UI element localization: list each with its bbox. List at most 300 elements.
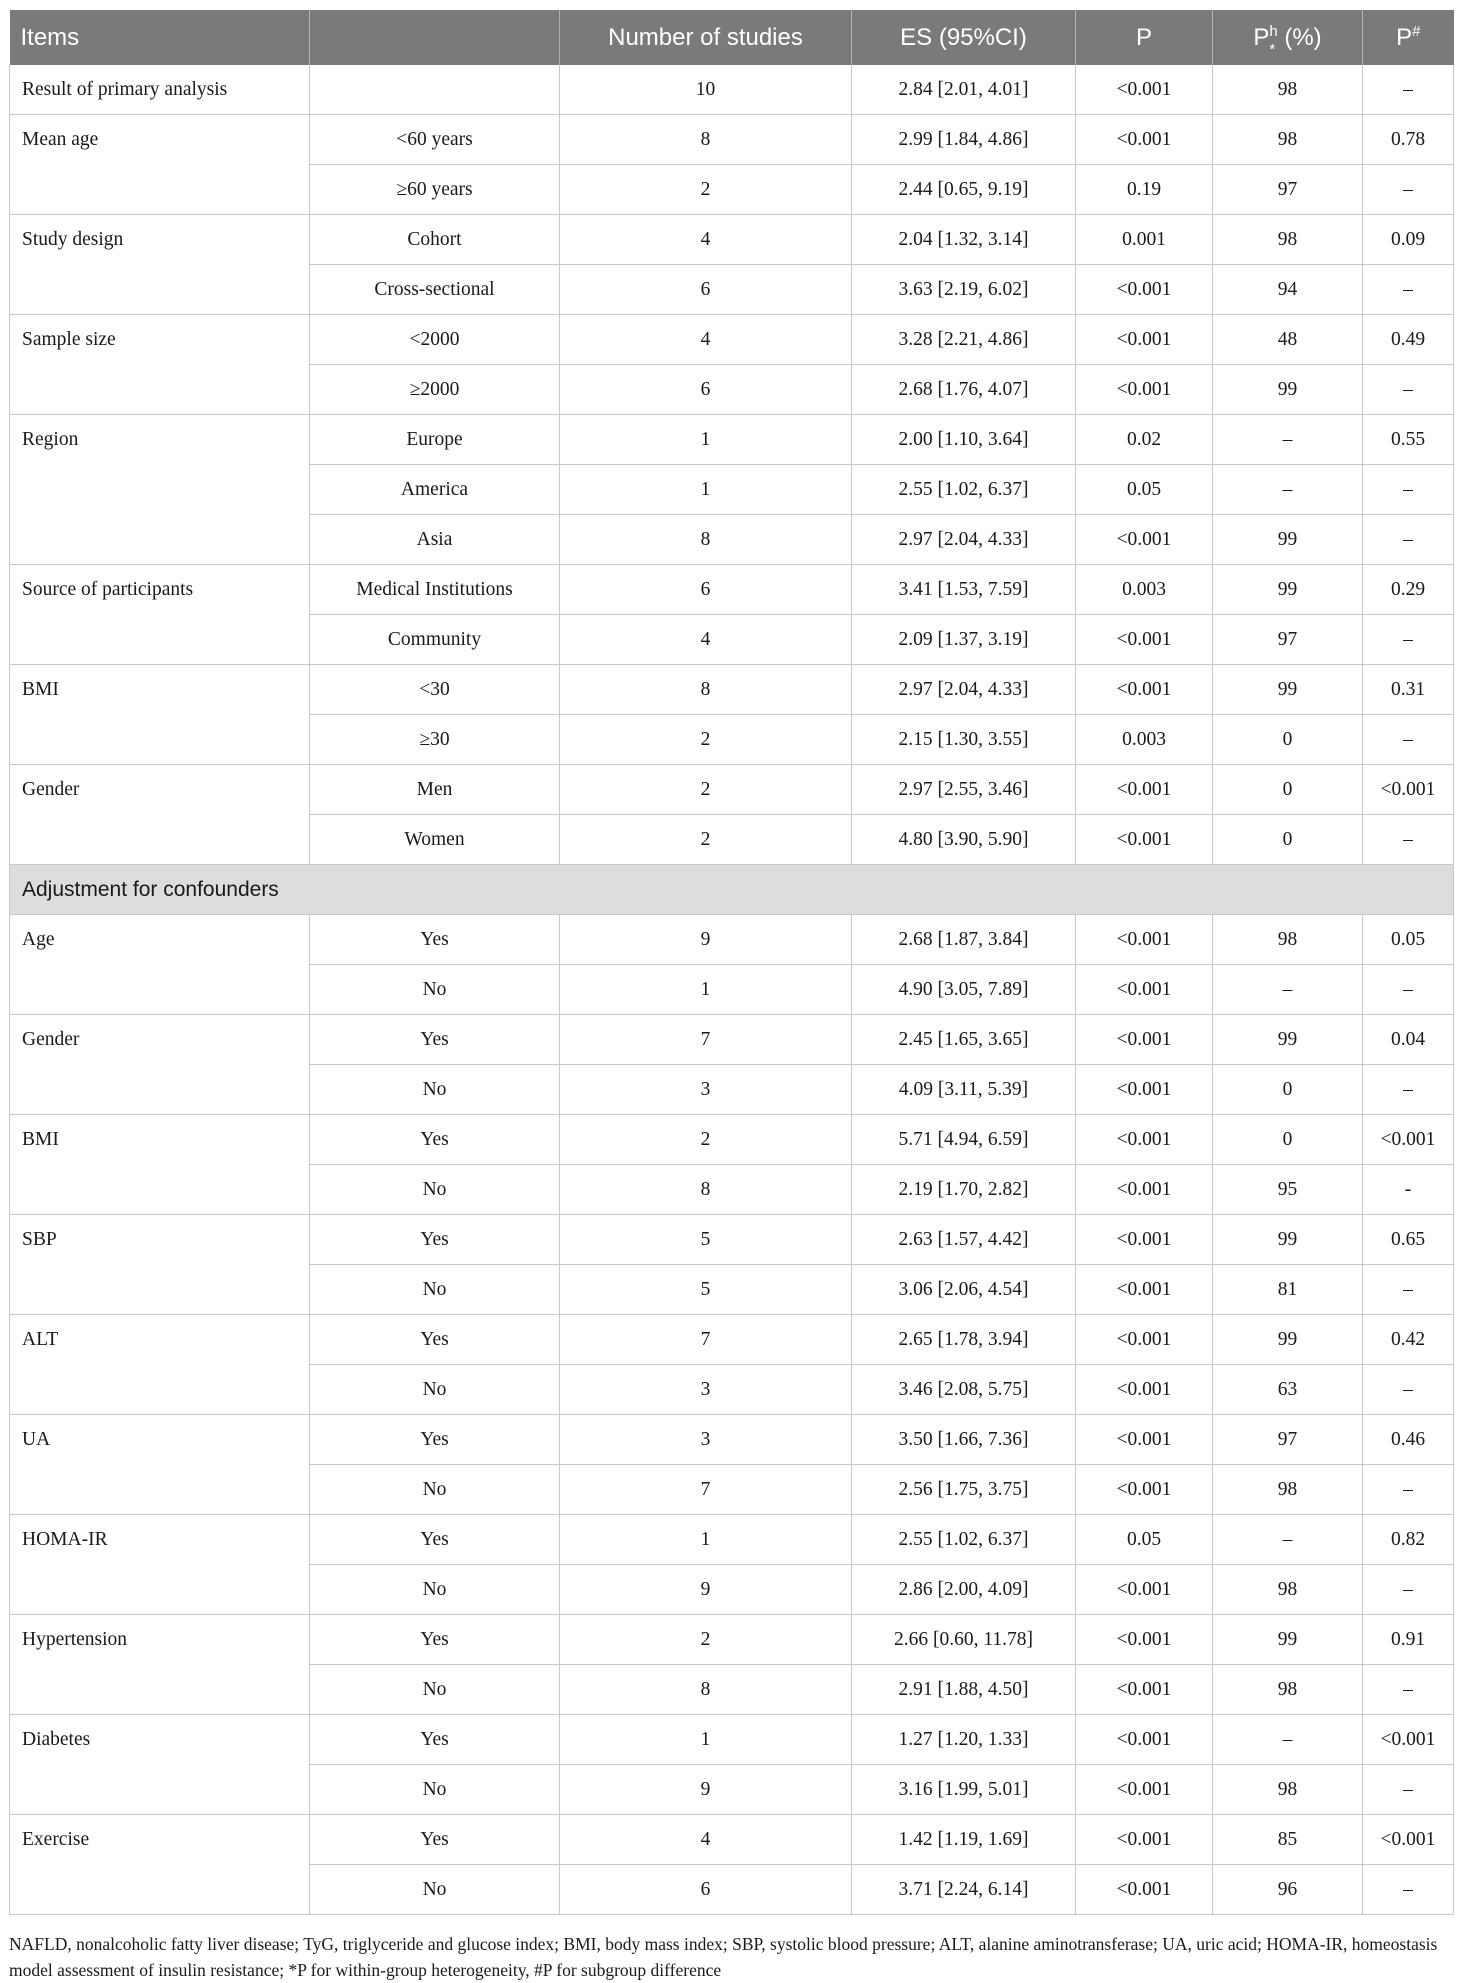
row-heterogeneity: 97	[1213, 1415, 1363, 1465]
row-subgroup-difference: <0.001	[1363, 765, 1454, 815]
row-subgroup-difference: –	[1363, 1565, 1454, 1615]
row-p-value: <0.001	[1076, 1365, 1213, 1415]
row-heterogeneity: 97	[1213, 165, 1363, 215]
row-subgroup: No	[310, 1765, 560, 1815]
table-row	[10, 665, 1454, 715]
row-p-value: <0.001	[1076, 1315, 1213, 1365]
row-number-of-studies: 6	[560, 1865, 852, 1915]
row-item: ALT	[10, 1315, 310, 1365]
table-row	[10, 615, 1454, 665]
row-p-value: <0.001	[1076, 1465, 1213, 1515]
row-p-value: <0.001	[1076, 765, 1213, 815]
table-footnote: NAFLD, nonalcoholic fatty liver disease; TyG, triglyceride and glucose index; BMI, body mass index; SBP, systolic blood pressure; ALT, alanine aminotransferase; UA, uric acid; HOMA-IR, homeostasis model assessment of insulin resistance; *P for within-group heterogeneity, #P for subgroup difference	[9, 1934, 1438, 1980]
row-effect-size: 2.68 [1.87, 3.84]	[852, 915, 1076, 965]
row-number-of-studies: 6	[560, 365, 852, 415]
row-subgroup: No	[310, 1865, 560, 1915]
row-subgroup: Men	[310, 765, 560, 815]
row-effect-size: 2.91 [1.88, 4.50]	[852, 1665, 1076, 1715]
row-effect-size: 1.27 [1.20, 1.33]	[852, 1715, 1076, 1765]
row-subgroup: No	[310, 1265, 560, 1315]
row-effect-size: 2.99 [1.84, 4.86]	[852, 115, 1076, 165]
row-p-value: <0.001	[1076, 665, 1213, 715]
row-subgroup-difference: 0.82	[1363, 1515, 1454, 1565]
row-item	[10, 1165, 310, 1215]
row-number-of-studies: 7	[560, 1315, 852, 1365]
header-p-value: P	[1076, 10, 1213, 65]
row-subgroup-difference: –	[1363, 1765, 1454, 1815]
row-subgroup: Yes	[310, 1215, 560, 1265]
table-row	[10, 815, 1454, 865]
row-subgroup: No	[310, 1065, 560, 1115]
row-item	[10, 615, 310, 665]
row-item	[10, 1065, 310, 1115]
row-effect-size: 3.28 [2.21, 4.86]	[852, 315, 1076, 365]
row-item: Region	[10, 415, 310, 465]
table-row	[10, 1465, 1454, 1515]
row-subgroup-difference: –	[1363, 965, 1454, 1015]
row-item	[10, 365, 310, 415]
row-heterogeneity: –	[1213, 1715, 1363, 1765]
row-effect-size: 2.04 [1.32, 3.14]	[852, 215, 1076, 265]
row-subgroup-difference: –	[1363, 1865, 1454, 1915]
row-item	[10, 715, 310, 765]
row-heterogeneity: 98	[1213, 215, 1363, 265]
table-row	[10, 1565, 1454, 1615]
row-subgroup: America	[310, 465, 560, 515]
row-heterogeneity: 99	[1213, 365, 1363, 415]
table-row	[10, 1265, 1454, 1315]
row-heterogeneity: 99	[1213, 1615, 1363, 1665]
row-number-of-studies: 1	[560, 965, 852, 1015]
row-effect-size: 2.63 [1.57, 4.42]	[852, 1215, 1076, 1265]
row-heterogeneity: –	[1213, 465, 1363, 515]
row-heterogeneity: 96	[1213, 1865, 1363, 1915]
table-row	[10, 1165, 1454, 1215]
row-p-value: <0.001	[1076, 615, 1213, 665]
row-p-value: 0.05	[1076, 1515, 1213, 1565]
row-subgroup: ≥2000	[310, 365, 560, 415]
row-p-value: <0.001	[1076, 1565, 1213, 1615]
row-number-of-studies: 2	[560, 715, 852, 765]
row-subgroup-difference: –	[1363, 715, 1454, 765]
table-row	[10, 315, 1454, 365]
row-p-value: <0.001	[1076, 1665, 1213, 1715]
row-subgroup: Yes	[310, 1115, 560, 1165]
row-number-of-studies: 9	[560, 915, 852, 965]
row-heterogeneity: 0	[1213, 1065, 1363, 1115]
row-p-value: <0.001	[1076, 365, 1213, 415]
row-effect-size: 2.65 [1.78, 3.94]	[852, 1315, 1076, 1365]
row-heterogeneity: 0	[1213, 1115, 1363, 1165]
table-row	[10, 65, 1454, 115]
row-subgroup-difference: 0.42	[1363, 1315, 1454, 1365]
row-item	[10, 265, 310, 315]
row-p-value: <0.001	[1076, 65, 1213, 115]
table-row	[10, 1415, 1454, 1465]
row-effect-size: 2.15 [1.30, 3.55]	[852, 715, 1076, 765]
row-effect-size: 2.97 [2.55, 3.46]	[852, 765, 1076, 815]
row-item: Mean age	[10, 115, 310, 165]
row-subgroup: <60 years	[310, 115, 560, 165]
row-number-of-studies: 4	[560, 615, 852, 665]
results-table-container	[9, 10, 1453, 1983]
table-row	[10, 1765, 1454, 1815]
table-row	[10, 1065, 1454, 1115]
row-number-of-studies: 5	[560, 1265, 852, 1315]
table-row	[10, 1715, 1454, 1765]
row-p-value: 0.003	[1076, 565, 1213, 615]
row-number-of-studies: 7	[560, 1015, 852, 1065]
row-effect-size: 2.68 [1.76, 4.07]	[852, 365, 1076, 415]
row-heterogeneity: 98	[1213, 1765, 1363, 1815]
row-subgroup-difference: –	[1363, 1365, 1454, 1415]
row-subgroup-difference: –	[1363, 515, 1454, 565]
row-item: HOMA-IR	[10, 1515, 310, 1565]
row-item: UA	[10, 1415, 310, 1465]
row-heterogeneity: 95	[1213, 1165, 1363, 1215]
row-heterogeneity: –	[1213, 965, 1363, 1015]
row-subgroup-difference: 0.09	[1363, 215, 1454, 265]
row-p-value: <0.001	[1076, 1065, 1213, 1115]
row-effect-size: 2.97 [2.04, 4.33]	[852, 515, 1076, 565]
row-heterogeneity: 99	[1213, 515, 1363, 565]
row-p-value: <0.001	[1076, 115, 1213, 165]
row-heterogeneity: –	[1213, 1515, 1363, 1565]
row-subgroup: Yes	[310, 1715, 560, 1765]
row-effect-size: 2.19 [1.70, 2.82]	[852, 1165, 1076, 1215]
row-subgroup: Community	[310, 615, 560, 665]
table-row	[10, 115, 1454, 165]
table-body-confounders	[10, 915, 1454, 1915]
row-number-of-studies: 4	[560, 315, 852, 365]
row-subgroup-difference: 0.31	[1363, 665, 1454, 715]
table-row	[10, 1315, 1454, 1365]
row-p-value: <0.001	[1076, 1165, 1213, 1215]
row-effect-size: 2.00 [1.10, 3.64]	[852, 415, 1076, 465]
row-subgroup-difference: –	[1363, 265, 1454, 315]
row-item: Source of participants	[10, 565, 310, 615]
row-number-of-studies: 8	[560, 115, 852, 165]
row-subgroup-difference: –	[1363, 365, 1454, 415]
row-subgroup-difference: 0.91	[1363, 1615, 1454, 1665]
row-subgroup: ≥30	[310, 715, 560, 765]
row-subgroup-difference: –	[1363, 615, 1454, 665]
row-effect-size: 3.41 [1.53, 7.59]	[852, 565, 1076, 615]
row-number-of-studies: 1	[560, 465, 852, 515]
table-row	[10, 1365, 1454, 1415]
row-p-value: <0.001	[1076, 1815, 1213, 1865]
row-heterogeneity: 0	[1213, 715, 1363, 765]
row-item: BMI	[10, 665, 310, 715]
row-number-of-studies: 2	[560, 765, 852, 815]
row-number-of-studies: 9	[560, 1565, 852, 1615]
row-subgroup: Yes	[310, 915, 560, 965]
row-item	[10, 965, 310, 1015]
row-p-value: <0.001	[1076, 1765, 1213, 1815]
row-subgroup: Asia	[310, 515, 560, 565]
row-item: Result of primary analysis	[10, 65, 310, 115]
row-subgroup: No	[310, 1365, 560, 1415]
row-effect-size: 3.06 [2.06, 4.54]	[852, 1265, 1076, 1315]
row-p-value: <0.001	[1076, 1715, 1213, 1765]
row-effect-size: 2.45 [1.65, 3.65]	[852, 1015, 1076, 1065]
table-row	[10, 1215, 1454, 1265]
row-subgroup-difference: 0.46	[1363, 1415, 1454, 1465]
row-subgroup: Cohort	[310, 215, 560, 265]
row-effect-size: 2.55 [1.02, 6.37]	[852, 1515, 1076, 1565]
row-heterogeneity: 81	[1213, 1265, 1363, 1315]
row-heterogeneity: 99	[1213, 565, 1363, 615]
row-effect-size: 2.66 [0.60, 11.78]	[852, 1615, 1076, 1665]
row-effect-size: 3.71 [2.24, 6.14]	[852, 1865, 1076, 1915]
header-number-of-studies: Number of studies	[560, 10, 852, 65]
row-subgroup: Yes	[310, 1515, 560, 1565]
row-item: Gender	[10, 1015, 310, 1065]
row-subgroup: No	[310, 1565, 560, 1615]
row-subgroup-difference: –	[1363, 815, 1454, 865]
row-effect-size: 2.56 [1.75, 3.75]	[852, 1465, 1076, 1515]
row-item: SBP	[10, 1215, 310, 1265]
row-p-value: <0.001	[1076, 1865, 1213, 1915]
row-heterogeneity: 99	[1213, 665, 1363, 715]
row-heterogeneity: 63	[1213, 1365, 1363, 1415]
row-subgroup-difference: <0.001	[1363, 1815, 1454, 1865]
row-effect-size: 4.90 [3.05, 7.89]	[852, 965, 1076, 1015]
row-heterogeneity: 48	[1213, 315, 1363, 365]
row-effect-size: 3.63 [2.19, 6.02]	[852, 265, 1076, 315]
row-p-value: 0.02	[1076, 415, 1213, 465]
row-heterogeneity: –	[1213, 415, 1363, 465]
row-subgroup-difference: <0.001	[1363, 1715, 1454, 1765]
row-number-of-studies: 9	[560, 1765, 852, 1815]
table-row	[10, 1865, 1454, 1915]
row-item: Exercise	[10, 1815, 310, 1865]
row-p-value: <0.001	[1076, 1415, 1213, 1465]
row-item	[10, 815, 310, 865]
row-p-value: <0.001	[1076, 1015, 1213, 1065]
table-row	[10, 715, 1454, 765]
row-item	[10, 1665, 310, 1715]
row-heterogeneity: 94	[1213, 265, 1363, 315]
row-subgroup-difference: <0.001	[1363, 1115, 1454, 1165]
row-effect-size: 2.55 [1.02, 6.37]	[852, 465, 1076, 515]
row-number-of-studies: 5	[560, 1215, 852, 1265]
row-subgroup-difference: 0.04	[1363, 1015, 1454, 1065]
row-subgroup: Yes	[310, 1615, 560, 1665]
row-effect-size: 3.46 [2.08, 5.75]	[852, 1365, 1076, 1415]
table-row	[10, 965, 1454, 1015]
table-row	[10, 165, 1454, 215]
row-number-of-studies: 8	[560, 1165, 852, 1215]
row-subgroup-difference: –	[1363, 1465, 1454, 1515]
row-number-of-studies: 2	[560, 815, 852, 865]
table-row	[10, 515, 1454, 565]
header-subgroup	[310, 10, 560, 65]
row-effect-size: 5.71 [4.94, 6.59]	[852, 1115, 1076, 1165]
row-subgroup: Europe	[310, 415, 560, 465]
row-subgroup: Yes	[310, 1815, 560, 1865]
row-p-value: <0.001	[1076, 815, 1213, 865]
row-p-value: <0.001	[1076, 965, 1213, 1015]
row-heterogeneity: 85	[1213, 1815, 1363, 1865]
table-row	[10, 415, 1454, 465]
row-number-of-studies: 7	[560, 1465, 852, 1515]
row-item	[10, 1765, 310, 1815]
row-number-of-studies: 1	[560, 1515, 852, 1565]
row-item	[10, 165, 310, 215]
row-number-of-studies: 8	[560, 665, 852, 715]
row-heterogeneity: 98	[1213, 915, 1363, 965]
row-item: Hypertension	[10, 1615, 310, 1665]
table-row	[10, 215, 1454, 265]
table-row	[10, 1115, 1454, 1165]
row-number-of-studies: 2	[560, 1615, 852, 1665]
header-effect-size: ES (95%CI)	[852, 10, 1076, 65]
row-number-of-studies: 4	[560, 1815, 852, 1865]
row-item: Sample size	[10, 315, 310, 365]
row-number-of-studies: 8	[560, 1665, 852, 1715]
table-row	[10, 365, 1454, 415]
row-effect-size: 3.16 [1.99, 5.01]	[852, 1765, 1076, 1815]
row-subgroup: Yes	[310, 1015, 560, 1065]
row-heterogeneity: 98	[1213, 1565, 1363, 1615]
table-body-primary	[10, 65, 1454, 865]
row-number-of-studies: 4	[560, 215, 852, 265]
row-subgroup: ≥60 years	[310, 165, 560, 215]
row-item: Diabetes	[10, 1715, 310, 1765]
row-heterogeneity: 0	[1213, 765, 1363, 815]
row-subgroup-difference: -	[1363, 1165, 1454, 1215]
row-subgroup: <2000	[310, 315, 560, 365]
row-heterogeneity: 99	[1213, 1215, 1363, 1265]
row-subgroup: Yes	[310, 1415, 560, 1465]
row-heterogeneity: 99	[1213, 1015, 1363, 1065]
row-p-value: 0.001	[1076, 215, 1213, 265]
table-row	[10, 1815, 1454, 1865]
row-heterogeneity: 98	[1213, 1665, 1363, 1715]
row-p-value: 0.05	[1076, 465, 1213, 515]
row-p-value: <0.001	[1076, 515, 1213, 565]
row-number-of-studies: 3	[560, 1065, 852, 1115]
row-number-of-studies: 2	[560, 1115, 852, 1165]
section-row	[10, 865, 1454, 915]
row-number-of-studies: 8	[560, 515, 852, 565]
row-subgroup: No	[310, 1165, 560, 1215]
row-subgroup-difference: 0.05	[1363, 915, 1454, 965]
section-divider	[10, 865, 1454, 915]
row-number-of-studies: 6	[560, 265, 852, 315]
table-row	[10, 565, 1454, 615]
row-subgroup-difference: –	[1363, 65, 1454, 115]
row-subgroup-difference: 0.65	[1363, 1215, 1454, 1265]
row-item	[10, 1465, 310, 1515]
row-effect-size: 2.97 [2.04, 4.33]	[852, 665, 1076, 715]
header-items: Items	[10, 10, 310, 65]
row-item	[10, 1365, 310, 1415]
row-heterogeneity: 0	[1213, 815, 1363, 865]
row-number-of-studies: 6	[560, 565, 852, 615]
row-effect-size: 2.86 [2.00, 4.09]	[852, 1565, 1076, 1615]
row-p-value: <0.001	[1076, 915, 1213, 965]
row-subgroup-difference: 0.49	[1363, 315, 1454, 365]
row-p-value: 0.19	[1076, 165, 1213, 215]
table-row	[10, 265, 1454, 315]
table-row	[10, 1615, 1454, 1665]
row-subgroup: Women	[310, 815, 560, 865]
row-subgroup: <30	[310, 665, 560, 715]
row-effect-size: 4.80 [3.90, 5.90]	[852, 815, 1076, 865]
row-subgroup-difference: –	[1363, 165, 1454, 215]
row-number-of-studies: 1	[560, 1715, 852, 1765]
row-item	[10, 515, 310, 565]
row-number-of-studies: 3	[560, 1415, 852, 1465]
table-row	[10, 1015, 1454, 1065]
row-subgroup: No	[310, 965, 560, 1015]
row-effect-size: 1.42 [1.19, 1.69]	[852, 1815, 1076, 1865]
row-p-value: <0.001	[1076, 1215, 1213, 1265]
row-item	[10, 465, 310, 515]
row-item	[10, 1565, 310, 1615]
row-subgroup: Cross-sectional	[310, 265, 560, 315]
row-subgroup-difference: 0.78	[1363, 115, 1454, 165]
table-header	[10, 10, 1454, 65]
table-row	[10, 915, 1454, 965]
row-number-of-studies: 3	[560, 1365, 852, 1415]
row-heterogeneity: 98	[1213, 115, 1363, 165]
row-heterogeneity: 99	[1213, 1315, 1363, 1365]
row-effect-size: 2.09 [1.37, 3.19]	[852, 615, 1076, 665]
row-effect-size: 2.44 [0.65, 9.19]	[852, 165, 1076, 215]
row-subgroup-difference: –	[1363, 1065, 1454, 1115]
subgroup-analysis-table	[9, 10, 1454, 1915]
row-subgroup: Medical Institutions	[310, 565, 560, 615]
header-heterogeneity: $P^h$ * (%)	[1213, 10, 1363, 65]
row-subgroup-difference: 0.55	[1363, 415, 1454, 465]
row-subgroup-difference: –	[1363, 1665, 1454, 1715]
row-p-value: <0.001	[1076, 1265, 1213, 1315]
row-subgroup: Yes	[310, 1315, 560, 1365]
row-item: BMI	[10, 1115, 310, 1165]
row-number-of-studies: 2	[560, 165, 852, 215]
row-subgroup-difference: –	[1363, 1265, 1454, 1315]
row-p-value: <0.001	[1076, 315, 1213, 365]
table-row	[10, 465, 1454, 515]
row-p-value: <0.001	[1076, 1615, 1213, 1665]
row-subgroup: No	[310, 1465, 560, 1515]
header-subgroup-difference: P#	[1363, 10, 1454, 65]
row-subgroup: No	[310, 1665, 560, 1715]
row-item	[10, 1265, 310, 1315]
row-number-of-studies: 10	[560, 65, 852, 115]
section-title: Adjustment for confounders	[10, 865, 1454, 915]
row-subgroup-difference: 0.29	[1363, 565, 1454, 615]
row-p-value: <0.001	[1076, 265, 1213, 315]
table-row	[10, 1665, 1454, 1715]
row-item: Study design	[10, 215, 310, 265]
row-subgroup	[310, 65, 560, 115]
row-heterogeneity: 98	[1213, 1465, 1363, 1515]
row-item: Age	[10, 915, 310, 965]
row-effect-size: 4.09 [3.11, 5.39]	[852, 1065, 1076, 1115]
row-heterogeneity: 98	[1213, 65, 1363, 115]
row-number-of-studies: 1	[560, 415, 852, 465]
row-item	[10, 1865, 310, 1915]
table-row	[10, 765, 1454, 815]
table-row	[10, 1515, 1454, 1565]
row-item: Gender	[10, 765, 310, 815]
row-heterogeneity: 97	[1213, 615, 1363, 665]
row-effect-size: 3.50 [1.66, 7.36]	[852, 1415, 1076, 1465]
